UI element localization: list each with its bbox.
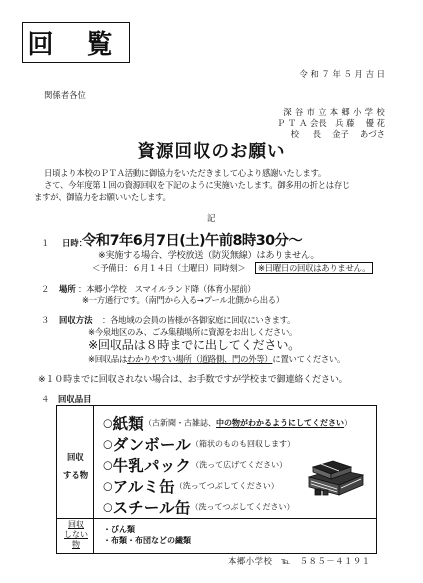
section-3-note-2: ※回収品は８時までに出してください。 — [88, 338, 300, 352]
section-3-text: ：各地域の会員の皆様が各御家庭に回収にいきます。 — [102, 315, 296, 325]
collect-label-2: する物 — [63, 470, 89, 480]
section-1-note-sunday — [255, 263, 373, 274]
section-4-number: ４ — [41, 394, 50, 404]
collect-item-note: （箱状のものも回収します） — [190, 439, 295, 449]
section-3-number: ３ — [41, 315, 50, 325]
not-collected-item: ・布類・布団などの繊類 — [103, 536, 191, 545]
circular-stamp — [22, 22, 130, 63]
collect-item: ○アルミ缶（洗ってつぶしてください） — [103, 478, 279, 496]
not-collected-list — [103, 524, 191, 546]
collect-item-note: （洗って広げてください） — [191, 460, 288, 470]
footer-contact: 本郷小学校 ℡ ５８５－４１９１ — [228, 556, 371, 566]
section-2-label: 場所 — [59, 284, 76, 294]
not-collected-item: ・びん類 — [103, 525, 135, 534]
page-title: 資源回収のお願い — [137, 142, 286, 162]
not-collected-label-3: 物 — [72, 540, 80, 549]
collect-item: ○ダンボール（箱状のものも回収します） — [103, 436, 295, 454]
section-2-text: ：本郷小学校 スマイルランド降（体育小屋前） — [78, 284, 256, 294]
collect-item-note: （洗ってつぶしてください） — [190, 502, 295, 512]
intro-line-2: さて、今年度第１回の資源回収を下記のように実施いたします。御多用の折とは存じ — [44, 180, 351, 190]
section-1-reserve-day: ＜予備日：６月１４日（土曜日）同時刻＞ — [92, 263, 246, 273]
collection-datetime: 令和7年6月7日(土)午前8時30分～ — [82, 233, 303, 249]
section-3-note-3-c: に置いてください。 — [272, 354, 346, 364]
section-1-label: 日時： — [62, 238, 88, 248]
section-2-note: ※一方通行です。（南門から入る→プール北側から出る） — [82, 295, 284, 305]
section-3-note-3-a: ※回収品は — [88, 354, 128, 364]
sender-pta: Ｐ Ｔ Ａ 会長 兵 藤 優 花 — [276, 118, 385, 128]
collect-item-name: 紙類 — [112, 415, 145, 433]
collect-item-note-emphasis: 中の物がわかるようにしてください — [216, 418, 345, 428]
collect-item-name: ダンボール — [112, 436, 191, 454]
table-column-divider — [93, 406, 94, 553]
collect-item-name: スチール缶 — [112, 499, 191, 517]
sender-school: 深 谷 市 立 本 郷 小 学 校 — [283, 107, 385, 117]
collect-item-name: アルミ缶 — [112, 478, 175, 496]
collect-item: ○スチール缶（洗ってつぶしてください） — [103, 499, 295, 517]
collect-item: ○牛乳パック（洗って広げてください） — [103, 457, 288, 475]
section-2-number: ２ — [41, 284, 50, 294]
section-1-note-sunday-text: ※日曜日の回収はありません。 — [255, 262, 373, 274]
collect-item-note: （洗ってつぶしてください） — [174, 481, 279, 491]
section-1-note-1: ※実施する場合、学校放送（防災無線）はありません。 — [98, 250, 320, 261]
not-collected-label — [61, 520, 91, 550]
ki-heading: 記 — [207, 213, 216, 223]
circular-stamp-text: 回 覧 — [27, 30, 125, 60]
collect-item-note-end: ） — [344, 418, 353, 428]
intro-line-1: 日頃より本校のＰＴＡ活動に御協力をいただきまして心より感謝いたします。 — [44, 168, 326, 178]
section-1-number: １ — [41, 238, 50, 248]
not-collected-label-1: 回収 — [68, 520, 84, 529]
section-3-note-3 — [88, 354, 345, 365]
collect-item-name: 牛乳パック — [112, 457, 192, 475]
sender-principal: 校 長 金子 あづさ — [290, 129, 385, 139]
section-4-label: 回収品目 — [58, 394, 92, 404]
recipient: 関係者各位 — [44, 90, 86, 100]
contact-notice: ※１０時までに回収されない場合は、お手数ですが学校まで御連絡ください。 — [38, 374, 348, 385]
collect-item-note: （古新聞・古雑誌、 — [144, 418, 217, 428]
issue-date: 令 和 ７ 年 ５ 月 吉 日 — [299, 69, 385, 79]
collect-label-1: 回収 — [67, 452, 84, 462]
section-3-note-1: ※今泉地区のみ、ごみ集積場所に資源をお出しください。 — [88, 327, 298, 337]
section-3-note-3-b: わかりやすい場所（道路側、門の外等） — [127, 354, 273, 364]
section-3-label: 回収方法 — [59, 315, 93, 325]
not-collected-label-2: しない — [64, 530, 88, 539]
intro-line-3: ますが、御協力をお願いいたします。 — [34, 192, 171, 202]
collect-item: ○紙類（古新聞・古雑誌、中の物がわかるようにしてください） — [103, 415, 353, 433]
table-row-divider — [57, 518, 376, 519]
recyclables-illustration — [305, 455, 367, 497]
